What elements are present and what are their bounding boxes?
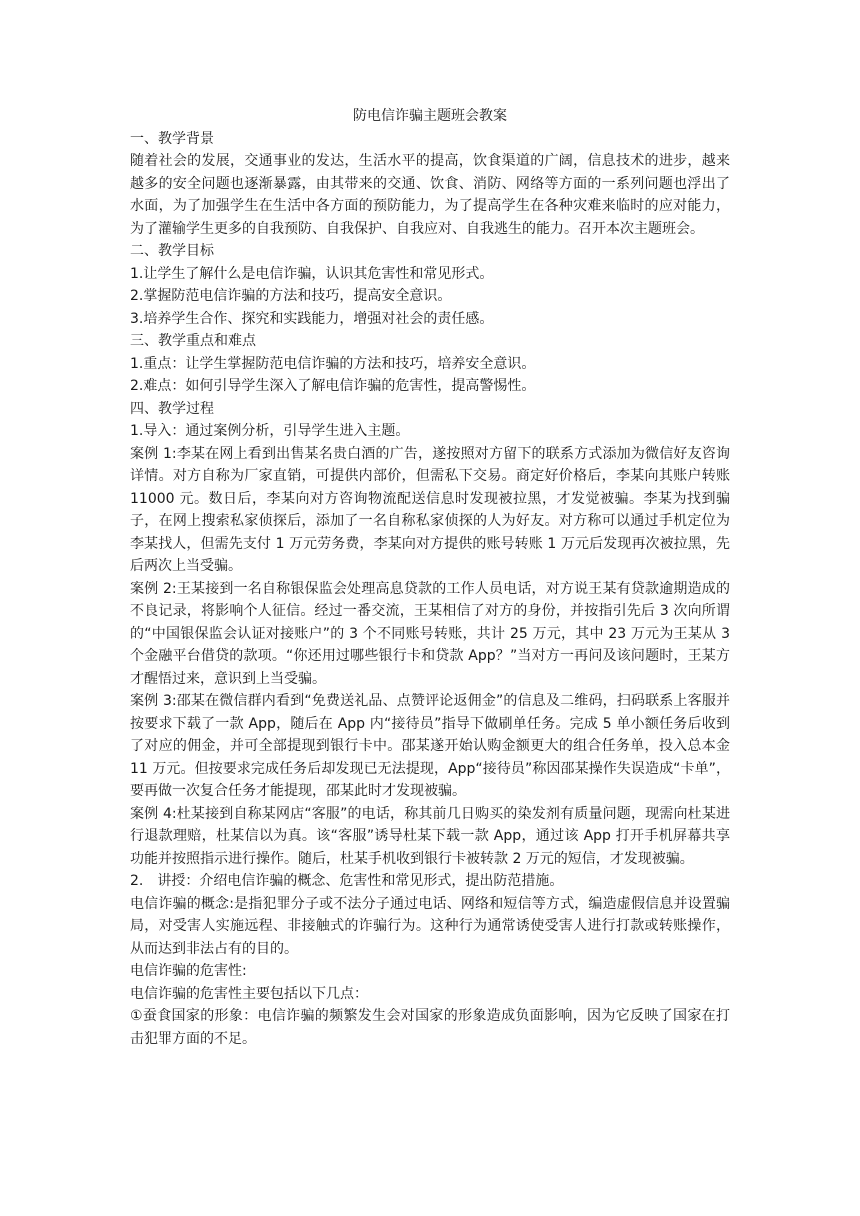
process-step: 1.导入：通过案例分析，引导学生进入主题。 — [130, 423, 410, 439]
case-paragraph: 案例 4:杜某接到自称某网店“客服”的电话，称其前几日购买的染发剂有质量问题，现需向杜某进行退款理赔，杜某信以为真。该“客服”诱导杜某下载一款 App，通过该 App 打开手机屏幕共享功能并按照指示进行操作。随后，杜某手机收到银行卡被转款 2 万元的短信，才发现被骗。 — [130, 805, 730, 867]
objective-item: 1.让学生了解什么是电信诈骗，认识其危害性和常见形式。 — [130, 265, 494, 282]
definition-paragraph: 电信诈骗的概念:是指犯罪分子或不法分子通过电话、网络和短信等方式，编造虚假信息并设置骗局，对受害人实施远程、非接触式的诈骗行为。这种行为通常诱使受害人进行打款或转账操作，从而达到非法占有的目的。 — [130, 895, 730, 957]
objective-item: 3.培养学生合作、探究和实践能力，增强对社会的责任感。 — [130, 310, 494, 327]
harm-intro: 电信诈骗的危害性主要包括以下几点： — [130, 985, 368, 1002]
document-title: 防电信诈骗主题班会教案 — [353, 108, 507, 124]
heading-key-points: 三、教学重点和难点 — [130, 333, 256, 349]
objective-item: 2.掌握防范电信诈骗的方法和技巧，提高安全意识。 — [130, 288, 452, 304]
key-point-item: 2.难点：如何引导学生深入了解电信诈骗的危害性，提高警惕性。 — [130, 378, 536, 394]
case-paragraph: 案例 2:王某接到一名自称银保监会处理高息贷款的工作人员电话，对方说王某有贷款逾期造成的不良记录，将影响个人征信。经过一番交流，王某相信了对方的身份，并按指引先后 3 次向所谓的“中国银保监会认证对接账户”的 3 个不同账号转账，共计 25 万元，其中 23 万元为王某从 3 个金融平台借贷的款项。“你还用过哪些银行卡和贷款 App？”当对方一再问及该问题时，王某方才醒悟过来，意识到上当受骗。 — [130, 580, 730, 687]
paragraph-background: 随着社会的发展，交通事业的发达，生活水平的提高，饮食渠道的广阔，信息技术的进步，越来越多的安全问题也逐渐暴露，由其带来的交通、饮食、消防、网络等方面的一系列问题也浮出了水面，为了加强学生在生活中各方面的预防能力，为了提高学生在各种灾难来临时的应对能力，为了灌输学生更多的自我预防、自我保护、自我应对、自我逃生的能力。召开本次主题班会。 — [130, 153, 730, 237]
harm-heading: 电信诈骗的危害性: — [130, 963, 247, 979]
heading-process: 四、教学过程 — [130, 400, 214, 417]
case-paragraph: 案例 1:李某在网上看到出售某名贵白酒的广告，遂按照对方留下的联系方式添加为微信好友咨询详情。对方自称为厂家直销，可提供内部价，但需私下交易。商定好价格后，李某向其账户转账 11000 元。数日后，李某向对方咨询物流配送信息时发现被拉黑，才发觉被骗。李某为找到骗子，在网上搜索私家侦探后，添加了一名自称私家侦探的人为好友。对方称可以通过手机定位为李某找人，但需先支付 1 万元劳务费，李某向对方提供的账号转账 1 万元后发现再次被拉黑，先后两次上当受骗。 — [130, 445, 730, 574]
document-body — [130, 105, 730, 1050]
case-paragraph: 案例 3:邵某在微信群内看到“免费送礼品、点赞评论返佣金”的信息及二维码，扫码联系上客服并按要求下载了一款 App，随后在 App 内“接待员”指导下做刷单任务。完成 5 单小额任务后收到了对应的佣金，并可全部提现到银行卡中。邵某遂开始认购金额更大的组合任务单，投入总本金 11 万元。但按要求完成任务后却发现已无法提现，App“接待员”称因邵某操作失误造成“卡单”，要再做一次复合任务才能提现，邵某此时才发现被骗。 — [130, 693, 730, 799]
key-point-item: 1.重点：让学生掌握防范电信诈骗的方法和技巧，培养安全意识。 — [130, 355, 536, 372]
heading-objectives: 二、教学目标 — [130, 243, 214, 259]
harm-item: ①蚕食国家的形象：电信诈骗的频繁发生会对国家的形象造成负面影响，因为它反映了国家在打击犯罪方面的不足。 — [130, 1008, 730, 1047]
process-step: 2. 讲授：介绍电信诈骗的概念、危害性和常见形式，提出防范措施。 — [130, 873, 564, 889]
heading-background: 一、教学背景 — [130, 130, 214, 147]
